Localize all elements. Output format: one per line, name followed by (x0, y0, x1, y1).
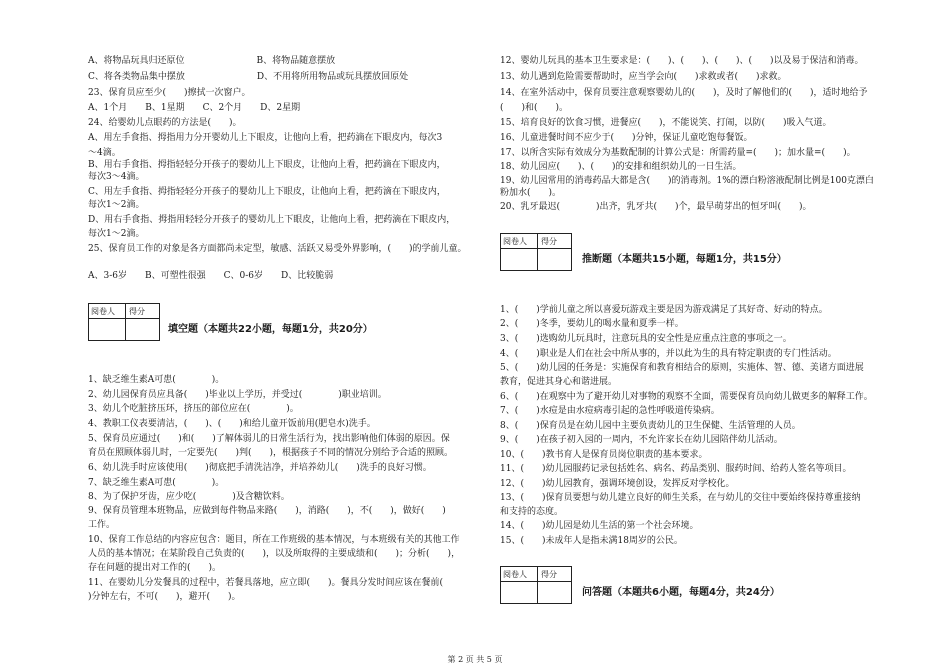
text-line: 23、保育员应至少( )擦拭一次窗户。 (88, 88, 251, 98)
text-line: 育员在照顾体弱儿时，一定要先( )判( )，根据孩子不同的情况分别给予合适的照顾。 (88, 448, 454, 458)
text-line: 每次3～4滴。 (88, 172, 145, 182)
text-line: 人员的基本情况；在某阶段自己负责的( )，以及所取得的主要成绩和( )；分析( )， (88, 549, 461, 559)
text-line: 24、给婴幼儿点眼药的方法是( )。 (88, 118, 242, 128)
text-line: B、用右手食指、拇指轻轻分开孩子的婴幼儿上下眼皮，让他向上看，把药滴在下眼皮内， (88, 160, 446, 170)
text-line: 12、婴幼儿玩具的基本卫生要求是：( )、( )、( )、( )以及易于保洁和消毒。 (500, 56, 864, 66)
text-line: 教育，促进其身心和谐进展。 (500, 377, 618, 387)
text-line: D、用右手食指、拇指用轻轻分开孩子的婴幼儿上下眼皮，让他向上看，把药滴在下眼皮内， (88, 215, 456, 225)
text-line: 6、幼儿洗手时应该使用( )彻底把手清洗洁净，并培养幼儿( )洗手的良好习惯。 (88, 463, 432, 473)
text-line: 1、缺乏维生素A可患( )。 (88, 375, 225, 385)
section-title: 填空题（本题共22小题，每题1分，共20分） (168, 324, 373, 335)
qa-section-header (500, 566, 880, 606)
text-line: 3、幼儿个吃脏挤压环，挤压的部位应在( )。 (88, 404, 299, 414)
text-line: C、用左手食指、拇指轻轻分开孩子的婴幼儿上下眼皮，让他向上看，把药滴在下眼皮内， (88, 187, 446, 197)
text-line: A、用左手食指、拇指用力分开婴幼儿上下眼皮，让他向上看，把药滴在下眼皮内，每次3 (88, 133, 443, 143)
text-line: C、将各类物品集中摆放 D、不用将所用物品或玩具摆放回原处 (88, 72, 409, 82)
text-line: A、3-6岁 B、可塑性很强 C、0-6岁 D、比较脆弱 (88, 271, 334, 281)
text-line: A、将物品玩具归还原位 B、将物品随意摆放 (88, 56, 336, 66)
grader-label: 阅卷人 (503, 237, 527, 246)
score-box (500, 233, 572, 271)
text-line: 17、以所含实际有效成分为基数配制的计算公式是：所需药量=( )；加水量=( )。 (500, 148, 856, 158)
text-line: 19、幼儿园常用的消毒药品大都是含( )的消毒剂。1%的漂白粉溶液配制比例是100克漂白 (500, 176, 874, 186)
text-line: ～4滴。 (88, 148, 121, 158)
text-line: 13、( )保育员要想与幼儿建立良好的师生关系，在与幼儿的交往中要始终保持尊重接纳 (500, 493, 861, 503)
score-box (88, 303, 160, 341)
text-line: 8、( )保育员是在幼儿园中主要负责幼儿的卫生保健、生活管理的人员。 (500, 421, 801, 431)
score-label: 得分 (129, 307, 145, 316)
text-line: 10、( )教书育人是保育员岗位职责的基本要求。 (500, 450, 708, 460)
text-line: 9、( )在孩子初入园的一周内，不允许家长在幼儿园陪伴幼儿活动。 (500, 435, 783, 445)
text-line: 7、缺乏维生素A可患( )。 (88, 478, 225, 488)
text-line: 和支持的态度。 (500, 507, 564, 517)
text-line: 9、保育员管理本班物品，应做到每件物品来路( )，消路( )，不( )，做好( ) (88, 506, 446, 516)
section-title: 推断题（本题共15小题，每题1分，共15分） (582, 254, 787, 265)
text-line: 5、保育员应通过( )和( )了解体弱儿的日常生活行为，找出影响他们体弱的原因。保 (88, 434, 450, 444)
text-line: A、1个月 B、1星期 C、2个月 D、2星期 (88, 103, 301, 113)
text-line: 11、在婴幼儿分发餐具的过程中，若餐具落地，应立即( )。餐具分发时间应该在餐前( (88, 578, 461, 588)
text-line: 3、( )选购幼儿玩具时，注意玩具的安全性是应重点注意的事项之一。 (500, 334, 792, 344)
text-line: 10、保育工作总结的内容应包含：题目，所在工作班级的基本情况，与本班级有关的其他工作 (88, 535, 460, 545)
text-line: )分钟左右，不可( )，避开( )。 (88, 592, 241, 602)
text-line: 存在问题的提出对工作的( )。 (88, 563, 222, 573)
text-line: 6、( )在观察中为了避开幼儿对事物的观察不全面，需要保育员向幼儿做更多的解释工作。 (500, 392, 873, 402)
text-line: 粉加水( )。 (500, 188, 562, 198)
text-line: 2、( )冬季，要幼儿的喝水量和夏季一样。 (500, 319, 684, 329)
text-line: 2、幼儿园保育员应具备( )毕业以上学历，并受过( )职业培训。 (88, 390, 387, 400)
text-line: 每次1～2滴。 (88, 200, 145, 210)
page-number: 第 2 页 共 5 页 (447, 655, 503, 664)
text-line: 5、( )幼儿园的任务是：实施保育和教育相结合的原则，实施体、智、德、美诸方面进展 (500, 363, 864, 373)
text-line: 每次1～2滴。 (88, 229, 145, 239)
fill-section-header (88, 303, 468, 343)
text-line: 4、( )职业是人们在社会中所从事的，并以此为生的具有特定职责的专门性活动。 (500, 349, 837, 359)
text-line: 14、在室外活动中，保育员要注意观察婴幼儿的( )，及时了解他们的( )，适时地给予 (500, 88, 868, 98)
text-line: ( )和( )。 (500, 103, 569, 113)
text-line: 15、( )未成年人是指未满18周岁的公民。 (500, 536, 683, 546)
score-label: 得分 (541, 570, 557, 579)
text-line: 20、乳牙最迟( )出齐，乳牙共( )个，最早萌芽出的恒牙叫( )。 (500, 202, 812, 212)
text-line: 15、培育良好的饮食习惯，进餐应( )，不能说笑、打闹，以防( )吸入气道。 (500, 118, 832, 128)
text-line: 工作。 (88, 520, 116, 530)
judge-section-header (500, 233, 880, 273)
text-line: 12、( )幼儿园教育，强调环境创设，发挥反对学校化。 (500, 479, 735, 489)
text-line: 11、( )幼儿园服药记录包括姓名、病名、药品类别、服药时间、给药人签名等项目。 (500, 464, 852, 474)
score-label: 得分 (541, 237, 557, 246)
text-line: 13、幼儿遇到危险需要帮助时，应当学会向( )求救或者( )求救。 (500, 72, 787, 82)
text-line: 4、教职工仪表要清洁，( )、( )和给儿童开饭前用(肥皂水)洗手。 (88, 419, 376, 429)
section-title: 问答题（本题共6小题，每题4分，共24分） (582, 587, 780, 598)
text-line: 7、( )水痘是由水痘病毒引起的急性呼吸道传染病。 (500, 406, 720, 416)
text-line: 8、为了保护牙齿，应少吃( )及含糖饮料。 (88, 492, 290, 502)
grader-label: 阅卷人 (503, 570, 527, 579)
score-box (500, 566, 572, 604)
grader-label: 阅卷人 (91, 307, 115, 316)
text-line: 16、儿童进餐时间不应少于( )分钟，保证儿童吃饱每餐饭。 (500, 133, 753, 143)
text-line: 14、( )幼儿园是幼儿生活的第一个社会环境。 (500, 521, 699, 531)
text-line: 18、幼儿园应( )、( )的安排和组织幼儿的一日生活。 (500, 162, 742, 172)
text-line: 1、( )学前儿童之所以喜爱玩游戏主要是因为游戏满足了其好奇、好动的特点。 (500, 305, 828, 315)
text-line: 25、保育员工作的对象是各方面都尚未定型，敏感、活跃又易受外界影响，( )的学前儿童。 (88, 244, 467, 254)
